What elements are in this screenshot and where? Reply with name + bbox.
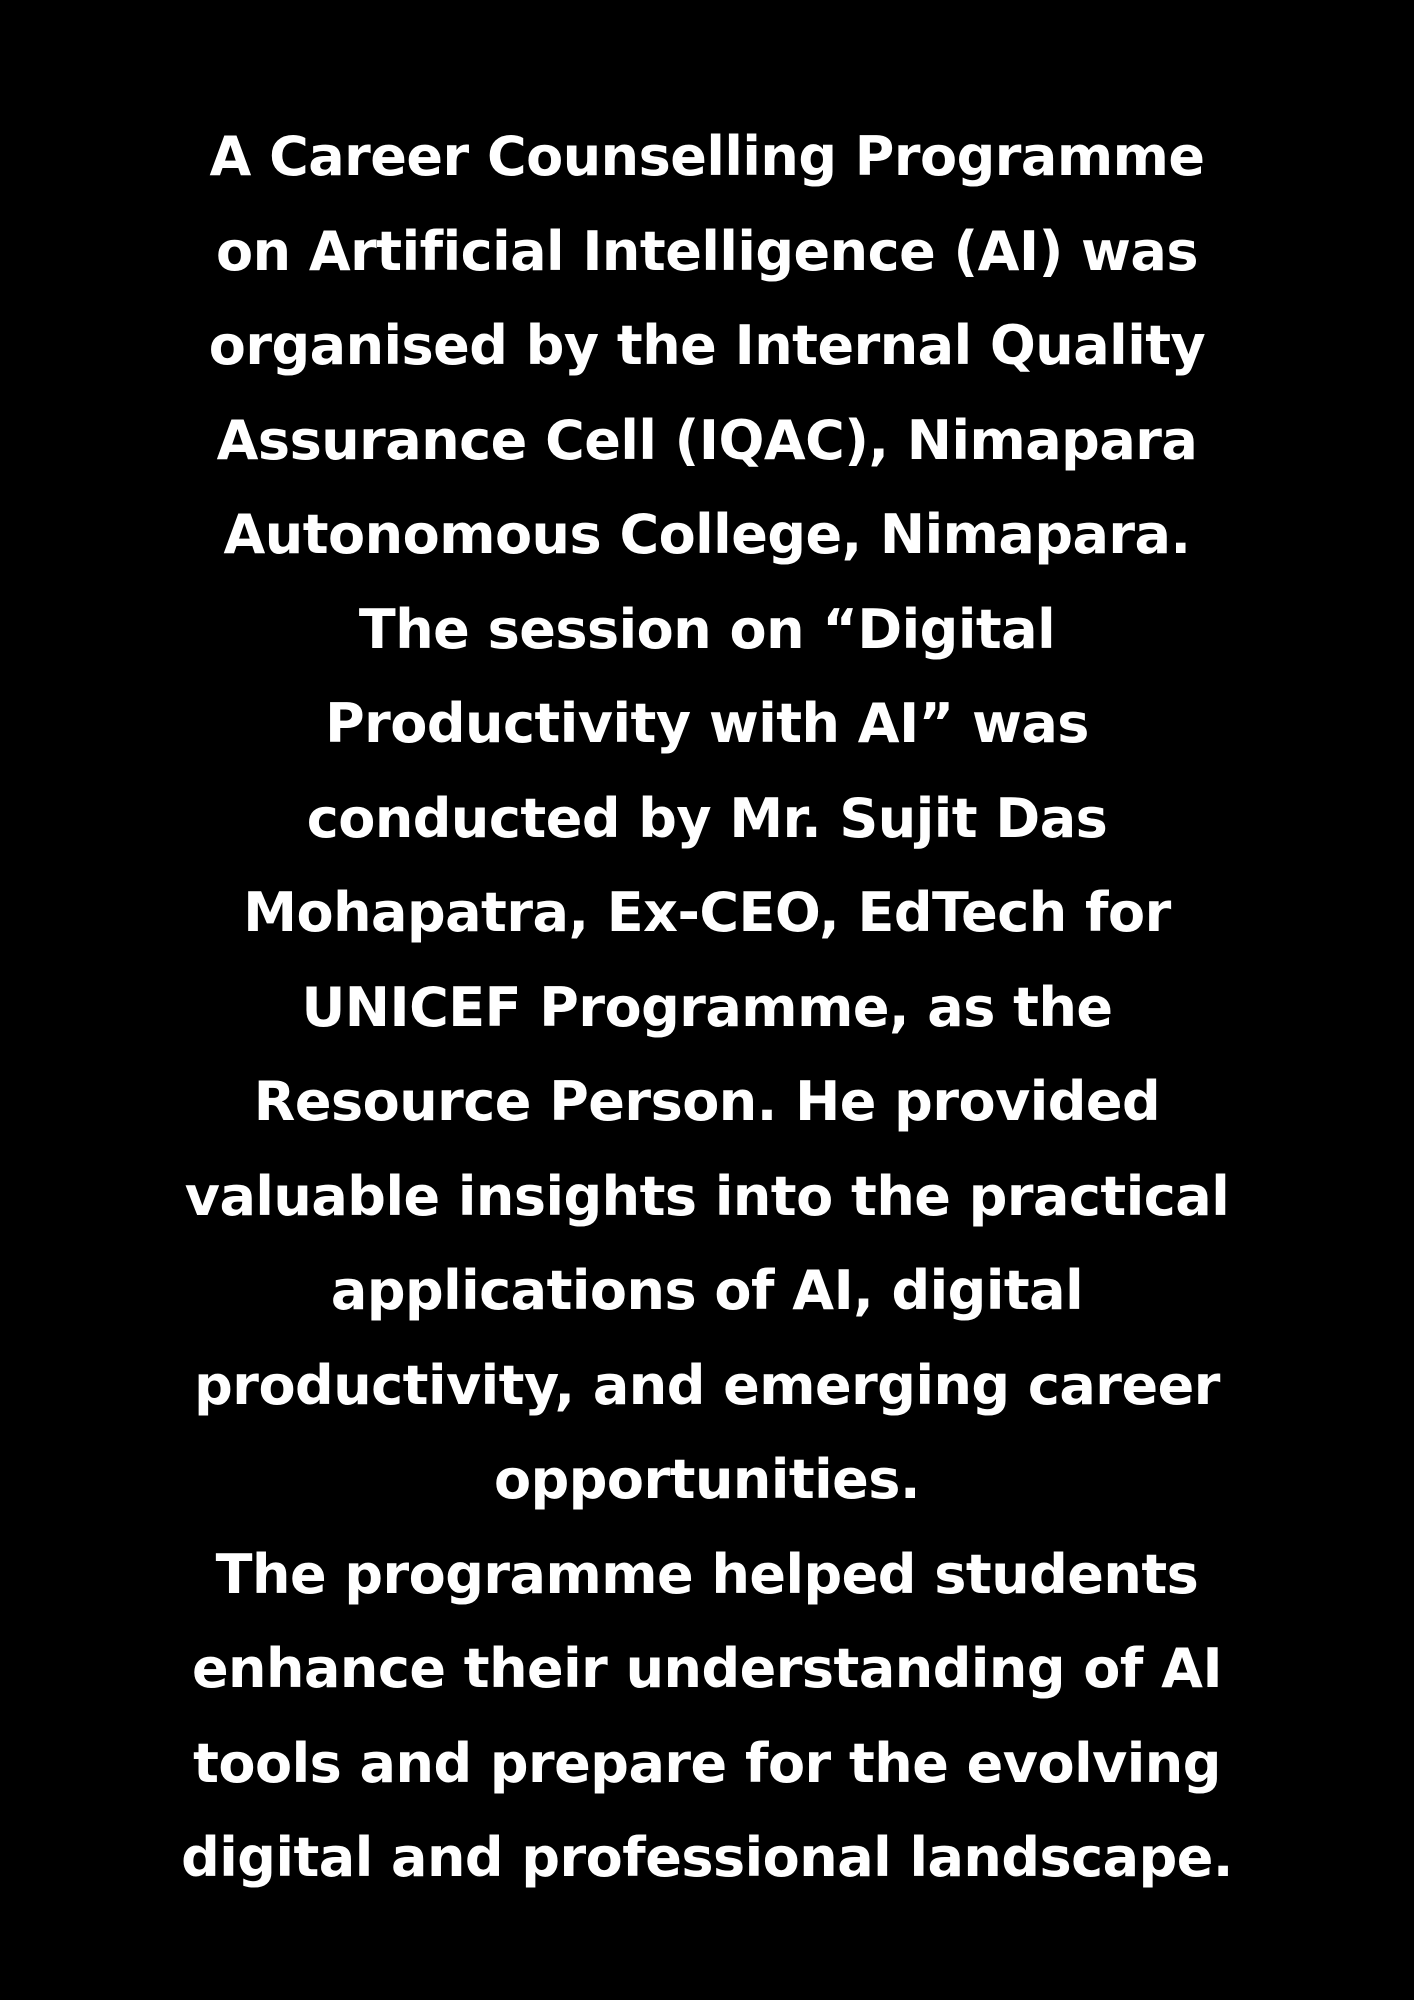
text-line: A Career Counselling Programme [209, 125, 1205, 188]
text-line: The programme helped students [215, 1542, 1199, 1606]
text-line: digital and professional landscape. [181, 1826, 1233, 1889]
text-line: enhance their understanding of AI [191, 1637, 1223, 1700]
text-line: Mohapatra, Ex-CEO, EdTech for [243, 881, 1171, 944]
text-line: The session on “Digital [358, 597, 1056, 661]
text-line: applications of AI, digital [330, 1259, 1084, 1322]
text-line: organised by the Internal Quality [208, 314, 1206, 377]
text-line: productivity, and emerging career [194, 1353, 1220, 1417]
text-line: Resource Person. He provided [253, 1070, 1161, 1133]
text-line: UNICEF Programme, as the [301, 975, 1113, 1039]
body-text [0, 110, 1414, 1906]
text-line: Productivity with AI” was [325, 692, 1089, 755]
text-line: conducted by Mr. Sujit Das [306, 786, 1108, 850]
text-line: on Artificial Intelligence (AI) was [215, 219, 1199, 283]
text-line: Assurance Cell (IQAC), Nimapara [216, 408, 1198, 472]
text-line: valuable insights into the practical [184, 1164, 1230, 1228]
text-line: Autonomous College, Nimapara. [223, 503, 1191, 566]
text-line: tools and prepare for the evolving [193, 1731, 1221, 1795]
text-line: opportunities. [494, 1448, 920, 1511]
